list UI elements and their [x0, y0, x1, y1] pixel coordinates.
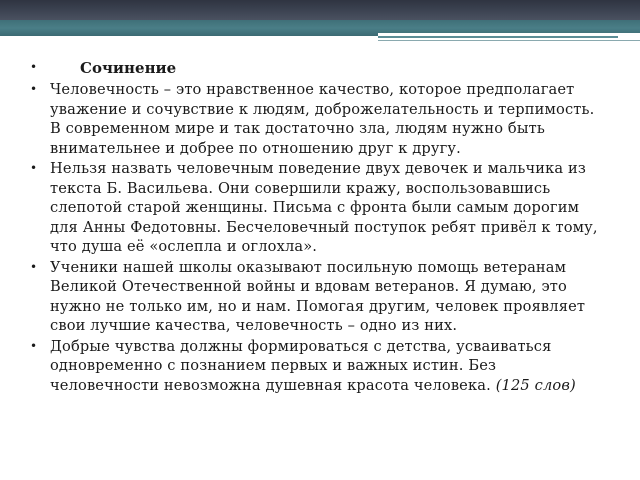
header-dark-band	[0, 0, 640, 20]
header-notch	[378, 33, 640, 43]
paragraph-wrapper	[50, 337, 600, 396]
header-accent-line	[378, 36, 618, 38]
paragraph-text: Человечность – это нравственное качество, которое предполагает уважение и сочувствие к людям, доброжелательность и терпимость. В современном мире и так достаточно зла, людям нужно быть внимательнее и добрее по отношению друг к другу.	[50, 81, 595, 157]
bullet-icon: •	[30, 259, 38, 274]
paragraph-text: Добрые чувства должны формироваться с детства, усваиваться одновременно с познанием первых и важных истин. Без человечности невозможна душевная красота человека.	[50, 337, 552, 394]
list-item	[30, 159, 600, 257]
bullet-icon: •	[30, 82, 38, 96]
paragraph-text: Ученики нашей школы оказывают посильную помощь ветеранам Великой Отечественной войны и вдовам ветеранов. Я думаю, это нужно не только им, но и нам. Помогая другим, человек проявляет свои лучшие качества, человечность – одно из них.	[50, 258, 586, 334]
bullet-icon: •	[30, 60, 38, 74]
list-item	[30, 337, 600, 396]
paragraph-text: Нельзя назвать человечным поведение двух девочек и мальчика из текста Б. Васильева. Они совершили кражу, воспользовавшись слепотой старой женщины. Письма с фронта были самым дорогим для Анны Федотовны. Бесчеловечный поступок ребят привёл к тому, что душа её «ослепла и оглохла».	[50, 160, 598, 255]
slide-content	[30, 58, 600, 396]
heading-item	[30, 58, 600, 80]
header-accent-line-thin	[378, 40, 640, 41]
word-count-note: (125 слов)	[495, 376, 576, 394]
list-item	[30, 80, 600, 158]
bullet-icon: •	[30, 338, 38, 353]
list-item	[30, 258, 600, 336]
bullet-icon: •	[30, 161, 38, 175]
slide-heading: Сочинение	[80, 59, 177, 77]
